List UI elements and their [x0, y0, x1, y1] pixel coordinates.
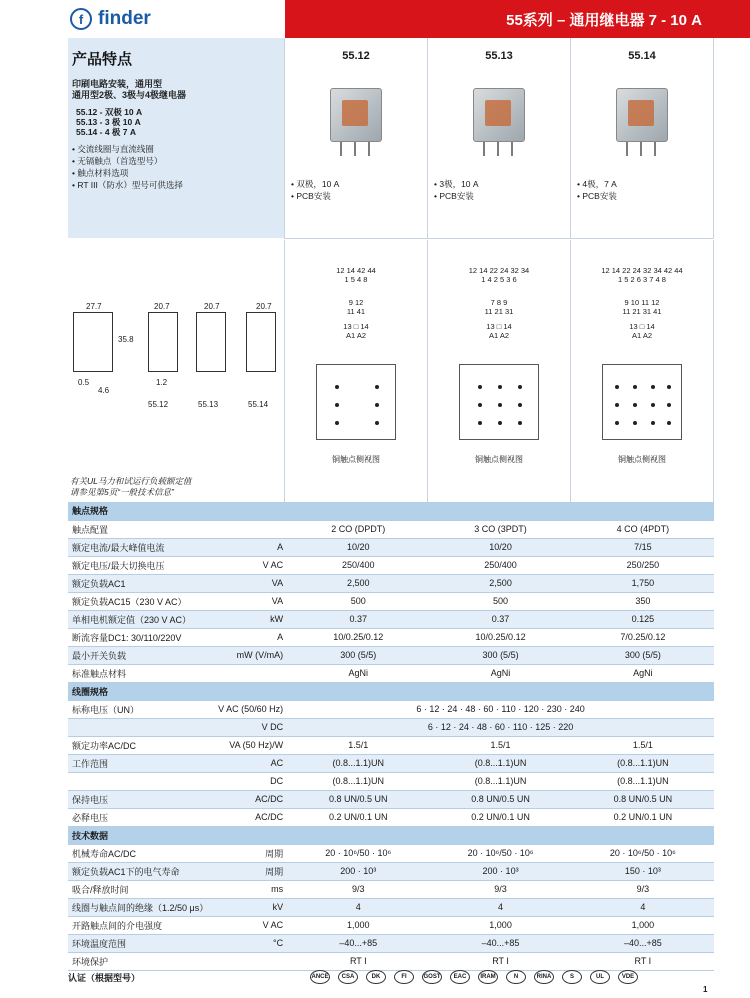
value-55-14: 4 [572, 898, 714, 916]
desc-line: • 双极，10 A [291, 178, 427, 190]
relay-outline [246, 312, 276, 372]
pin-row: 1 4 2 5 3 6 [481, 275, 517, 284]
row-unit [212, 664, 287, 682]
value-55-14: 20 · 10⁶/50 · 10⁶ [572, 844, 714, 862]
row-unit: kV [212, 898, 287, 916]
certification-icons [310, 970, 638, 984]
row-label: 最小开关负载 [68, 646, 212, 664]
dim-pin-label: 0.5 [78, 378, 90, 387]
cert-s-icon: S [562, 970, 582, 984]
pin-row: 11 41 [346, 307, 366, 316]
value-55-14: 0.8 UN/0.5 UN [572, 790, 714, 808]
row-label: 保持电压 [68, 790, 212, 808]
value-55-12: AgNi [287, 664, 429, 682]
pin-row: 7 8 9 [490, 298, 508, 307]
row-unit: AC [212, 754, 287, 772]
row-unit: V AC (50/60 Hz) [212, 700, 287, 718]
pin-numbers [285, 266, 427, 340]
row-unit: V AC [212, 916, 287, 934]
pin-row: 9 10 11 12 [624, 298, 660, 307]
cert-fi-icon: FI [394, 970, 414, 984]
drawing-label: 55.13 [198, 400, 219, 409]
pcb-footprint [459, 364, 539, 440]
row-unit: DC [212, 772, 287, 790]
value-55-13: 1,000 [429, 916, 571, 934]
row-label [68, 772, 212, 790]
model-item: 55.12 - 双极 10 A [76, 107, 143, 117]
pcb-footprint [602, 364, 682, 440]
cert-eac-icon: EAC [450, 970, 470, 984]
cert-csa-icon: CSA [338, 970, 358, 984]
value-55-12: 500 [287, 592, 429, 610]
value-55-13: 2,500 [429, 574, 571, 592]
table-row [68, 898, 714, 916]
row-unit: VA (50 Hz)/W [212, 736, 287, 754]
value-55-14: –40...+85 [572, 934, 714, 952]
value-55-12: 6 · 12 · 24 · 48 · 60 · 110 · 125 · 220 [287, 718, 714, 736]
pin-row: 12 14 22 24 32 34 42 44 [601, 266, 683, 275]
table-row [68, 592, 714, 610]
features-panel [68, 38, 284, 238]
cert-iram-icon: IRAM [478, 970, 498, 984]
product-name: 55.13 [485, 50, 513, 62]
value-55-14: 350 [572, 592, 714, 610]
table-row [68, 520, 714, 538]
table-row [68, 916, 714, 934]
coil-row: 13 □ 14 [343, 322, 369, 331]
value-55-14: 0.125 [572, 610, 714, 628]
desc-line: • 3极，10 A [434, 178, 570, 190]
desc-line: • PCB安装 [291, 190, 427, 202]
certification-label: 认证（根据型号） [68, 972, 141, 983]
table-row [68, 628, 714, 646]
divider [284, 238, 714, 239]
table-row [68, 808, 714, 826]
table-row [68, 736, 714, 754]
pin-row: 1 5 4 8 [344, 275, 368, 284]
model-item: 55.14 - 4 极 7 A [76, 127, 137, 137]
coil-row: A1 A2 [631, 331, 653, 340]
table-row [68, 790, 714, 808]
table-row [68, 844, 714, 862]
value-55-13: 9/3 [429, 880, 571, 898]
section-header [68, 682, 714, 700]
table-row [68, 610, 714, 628]
row-label: 必释电压 [68, 808, 212, 826]
table-row [68, 880, 714, 898]
wiring-diagram-55-12 [284, 240, 427, 505]
section-title: 触点规格 [68, 502, 714, 520]
product-column-55-12 [284, 38, 427, 238]
row-label: 标准触点材料 [68, 664, 212, 682]
dim-length-label: 4.6 [98, 386, 110, 395]
value-55-12: 2,500 [287, 574, 429, 592]
value-55-12: 10/20 [287, 538, 429, 556]
note-line: 请参见第5页“一般技术信息” [70, 487, 174, 497]
value-55-12: 1,000 [287, 916, 429, 934]
value-55-13: 0.8 UN/0.5 UN [429, 790, 571, 808]
value-55-14: 0.2 UN/0.1 UN [572, 808, 714, 826]
cert-dk-icon: DK [366, 970, 386, 984]
feature-bullets [72, 143, 284, 191]
pin-numbers [571, 266, 713, 340]
value-55-12: –40...+85 [287, 934, 429, 952]
section-title: 技术数据 [68, 826, 714, 844]
value-55-13: 0.37 [429, 610, 571, 628]
pin-row: 11 21 31 41 [622, 307, 662, 316]
row-unit: A [212, 538, 287, 556]
dimension-drawings [68, 240, 284, 505]
table-row [68, 664, 714, 682]
row-unit: A [212, 628, 287, 646]
row-unit: mW (V/mA) [212, 646, 287, 664]
relay-image [612, 82, 672, 158]
section-title: 线圈规格 [68, 682, 714, 700]
table-row [68, 574, 714, 592]
row-label: 单相电机额定值（230 V AC） [68, 610, 212, 628]
value-55-12: 300 (5/5) [287, 646, 429, 664]
row-label: 线圈与触点间的绝缘（1.2/50 μs） [68, 898, 212, 916]
table-row [68, 700, 714, 718]
brand-logo [0, 0, 285, 38]
footprint-label: 铜触点侧视图 [332, 455, 380, 464]
table-row [68, 934, 714, 952]
brand-name: finder [98, 8, 151, 29]
row-label: 额定负载AC1下的电气寿命 [68, 862, 212, 880]
row-unit: VA [212, 592, 287, 610]
row-label: 环境温度范围 [68, 934, 212, 952]
product-description [434, 178, 570, 202]
wiring-diagram-55-14 [570, 240, 714, 505]
value-55-14: 1.5/1 [572, 736, 714, 754]
value-55-12: 0.8 UN/0.5 UN [287, 790, 429, 808]
row-label: 触点配置 [68, 520, 212, 538]
row-label: 开路触点间的介电强度 [68, 916, 212, 934]
value-55-13: 10/20 [429, 538, 571, 556]
row-label [68, 718, 212, 736]
row-label: 机械寿命AC/DC [68, 844, 212, 862]
cert-gost-icon: GOST [422, 970, 442, 984]
row-unit: ms [212, 880, 287, 898]
table-row [68, 556, 714, 574]
value-55-12: 1.5/1 [287, 736, 429, 754]
dim-width-label: 20.7 [204, 302, 220, 311]
pcb-footprint [316, 364, 396, 440]
value-55-13: 4 [429, 898, 571, 916]
pin-row: 12 14 22 24 32 34 [468, 266, 530, 275]
row-label: 额定负载AC15（230 V AC） [68, 592, 212, 610]
value-55-12: 2 CO (DPDT) [287, 520, 429, 538]
value-55-12: 20 · 10⁶/50 · 10⁶ [287, 844, 429, 862]
pin-row: 9 12 [348, 298, 364, 307]
certification-row [68, 966, 714, 988]
value-55-14: 250/250 [572, 556, 714, 574]
table-row [68, 862, 714, 880]
value-55-13: 0.2 UN/0.1 UN [429, 808, 571, 826]
value-55-14: 4 CO (4PDT) [572, 520, 714, 538]
value-55-13: 10/0.25/0.12 [429, 628, 571, 646]
coil-row: A1 A2 [488, 331, 510, 340]
value-55-12: 9/3 [287, 880, 429, 898]
value-55-12: (0.8...1.1)UN [287, 754, 429, 772]
pin-row: 12 14 42 44 [336, 266, 376, 275]
footprint-label: 铜触点侧视图 [475, 455, 523, 464]
row-label: 吸合/释放时间 [68, 880, 212, 898]
row-label: 工作范围 [68, 754, 212, 772]
row-label: 额定负载AC1 [68, 574, 212, 592]
feature-item: • RT III（防水）型号可供选择 [72, 179, 284, 191]
desc-line: • PCB安装 [577, 190, 713, 202]
row-unit: VA [212, 574, 287, 592]
subtitle-line: 通用型2极、3极与4极继电器 [72, 90, 187, 100]
value-55-13: 3 CO (3PDT) [429, 520, 571, 538]
page-number: 1 [703, 985, 708, 994]
row-unit [212, 520, 287, 538]
row-label: 标称电压（UN） [68, 700, 212, 718]
product-column-55-14 [570, 38, 714, 238]
finder-logo-icon: f [70, 8, 92, 30]
coil-row: 13 □ 14 [486, 322, 512, 331]
dim-pin-label: 1.2 [156, 378, 168, 387]
value-55-12: 0.2 UN/0.1 UN [287, 808, 429, 826]
value-55-13: 200 · 10³ [429, 862, 571, 880]
value-55-13: 300 (5/5) [429, 646, 571, 664]
row-label: 断流容量DC1: 30/110/220V [68, 628, 212, 646]
product-column-55-13 [427, 38, 570, 238]
value-55-14: AgNi [572, 664, 714, 682]
value-55-12: 6 · 12 · 24 · 48 · 60 · 110 · 120 · 230 · 240 [287, 700, 714, 718]
value-55-13: 500 [429, 592, 571, 610]
value-55-14: 1,000 [572, 916, 714, 934]
specification-table [68, 502, 714, 971]
value-55-12: 250/400 [287, 556, 429, 574]
cert-n-icon: N [506, 970, 526, 984]
row-label: 额定电流/最大峰值电流 [68, 538, 212, 556]
row-unit: AC/DC [212, 790, 287, 808]
relay-image [469, 82, 529, 158]
cert-ance-icon: ANCE [310, 970, 330, 984]
table-row [68, 772, 714, 790]
row-unit: 周期 [212, 862, 287, 880]
table-row [68, 754, 714, 772]
feature-item: • 交流线圈与直流线圈 [72, 143, 284, 155]
relay-outline [148, 312, 178, 372]
dim-width-label: 20.7 [154, 302, 170, 311]
value-55-14: 9/3 [572, 880, 714, 898]
value-55-13: (0.8...1.1)UN [429, 772, 571, 790]
value-55-12: (0.8...1.1)UN [287, 772, 429, 790]
note-line: 有关UL马力和试运行负载额定值 [70, 476, 192, 486]
page-header [0, 0, 750, 38]
table-row [68, 718, 714, 736]
drawing-label: 55.12 [148, 400, 169, 409]
table-row [68, 538, 714, 556]
pin-row: 11 21 31 [484, 307, 514, 316]
value-55-14: 300 (5/5) [572, 646, 714, 664]
value-55-12: 0.37 [287, 610, 429, 628]
coil-row: A1 A2 [345, 331, 367, 340]
desc-line: • 4极，7 A [577, 178, 713, 190]
feature-item: • 触点材料选项 [72, 167, 284, 179]
cert-rina-icon: RINA [534, 970, 554, 984]
coil-row: 13 □ 14 [629, 322, 655, 331]
features-title: 产品特点 [72, 51, 133, 68]
wiring-diagram-55-13 [427, 240, 570, 505]
relay-outline [73, 312, 113, 372]
product-name: 55.14 [628, 50, 656, 62]
value-55-13: –40...+85 [429, 934, 571, 952]
relay-image [326, 82, 386, 158]
pin-row: 1 5 2 6 3 7 4 8 [618, 275, 666, 284]
footprint-label: 铜触点侧视图 [618, 455, 666, 464]
value-55-12: 200 · 10³ [287, 862, 429, 880]
table-row [68, 646, 714, 664]
dimension-note [70, 476, 191, 498]
feature-item: • 无镉触点（首选型号） [72, 155, 284, 167]
relay-outline [196, 312, 226, 372]
value-55-13: AgNi [429, 664, 571, 682]
value-55-13: 20 · 10⁶/50 · 10⁶ [429, 844, 571, 862]
value-55-12: 10/0.25/0.12 [287, 628, 429, 646]
features-subtitle [72, 79, 284, 101]
dim-width-label: 27.7 [86, 302, 102, 311]
model-list [76, 107, 284, 137]
row-unit: kW [212, 610, 287, 628]
subtitle-line: 印刷电路安装，通用型 [72, 79, 163, 89]
model-item: 55.13 - 3 极 10 A [76, 117, 141, 127]
section-header [68, 502, 714, 520]
section-header [68, 826, 714, 844]
value-55-13: 1.5/1 [429, 736, 571, 754]
dim-height-label: 35.8 [118, 335, 134, 344]
value-55-13: RT I [429, 952, 571, 970]
page-title: 55系列 – 通用继电器 7 - 10 A [285, 0, 750, 38]
row-label: 额定电压/最大切换电压 [68, 556, 212, 574]
drawing-label: 55.14 [248, 400, 269, 409]
value-55-12: RT I [287, 952, 429, 970]
value-55-14: 7/0.25/0.12 [572, 628, 714, 646]
row-unit: 周期 [212, 844, 287, 862]
cert-ul-icon: UL [590, 970, 610, 984]
value-55-14: 150 · 10³ [572, 862, 714, 880]
row-unit: V AC [212, 556, 287, 574]
pin-numbers [428, 266, 570, 340]
value-55-14: (0.8...1.1)UN [572, 754, 714, 772]
value-55-14: 1,750 [572, 574, 714, 592]
value-55-14: (0.8...1.1)UN [572, 772, 714, 790]
desc-line: • PCB安装 [434, 190, 570, 202]
product-description [291, 178, 427, 202]
row-label: 环境保护 [68, 952, 212, 970]
value-55-14: RT I [572, 952, 714, 970]
product-name: 55.12 [342, 50, 370, 62]
value-55-13: (0.8...1.1)UN [429, 754, 571, 772]
row-unit: V DC [212, 718, 287, 736]
cert-vde-icon: VDE [618, 970, 638, 984]
dim-width-label: 20.7 [256, 302, 272, 311]
row-label: 额定功率AC/DC [68, 736, 212, 754]
row-unit: °C [212, 934, 287, 952]
value-55-13: 250/400 [429, 556, 571, 574]
product-description [577, 178, 713, 202]
value-55-14: 7/15 [572, 538, 714, 556]
row-unit: AC/DC [212, 808, 287, 826]
value-55-12: 4 [287, 898, 429, 916]
